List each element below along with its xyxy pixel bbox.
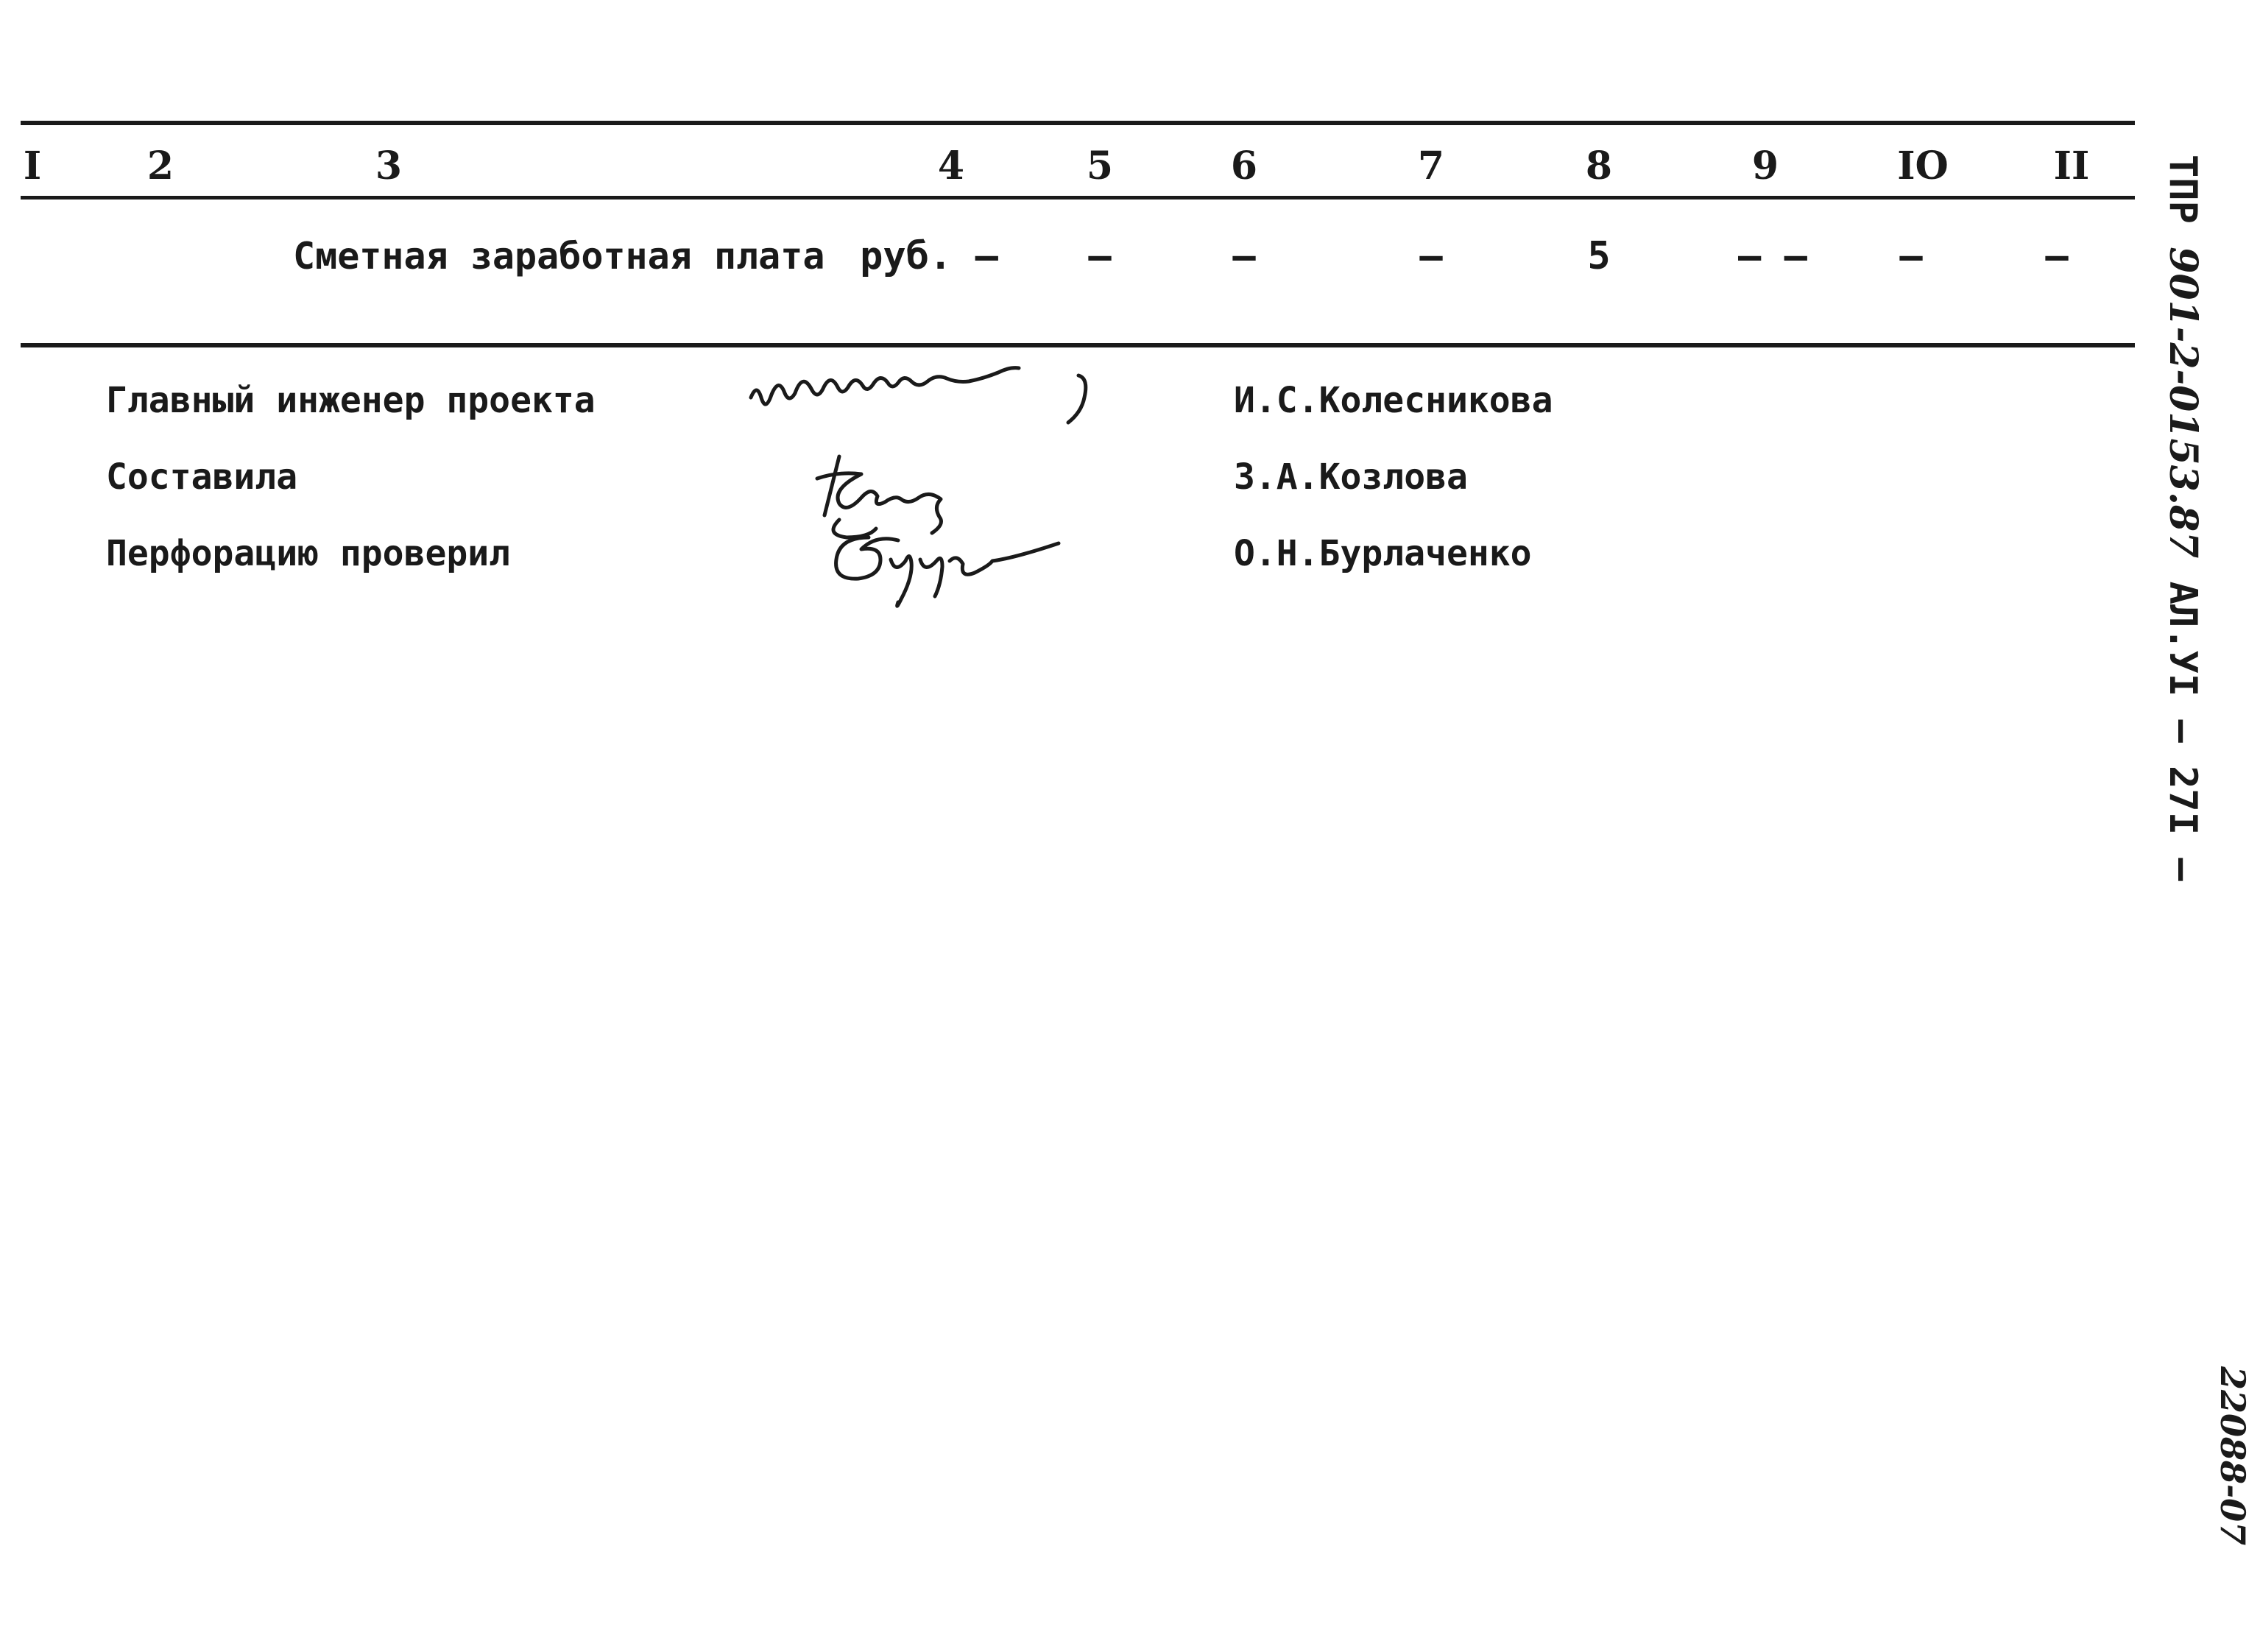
cell-col-9: – – [1738,234,1807,278]
column-header-9: 9 [1751,144,1779,188]
margin-code-prefix: ТПР [2161,155,2205,247]
margin-page-number: – 27I – [2161,696,2205,881]
cell-col-11: – [2045,234,2069,278]
cell-col-10: – [1899,234,1923,278]
handwritten-signature-chief-engineer [744,361,1112,427]
cell-col-8: 5 [1587,234,1611,278]
cell-col-6: – [1232,234,1256,278]
cell-unit: руб. – [860,234,998,278]
column-header-3: 3 [375,144,403,188]
signature-name-chief-engineer: И.С.Колесникова [1234,380,1553,421]
signature-name-compiler: З.А.Козлова [1234,456,1468,498]
column-header-4: 4 [937,144,965,188]
margin-album: АЛ.УI [2161,558,2205,697]
column-header-7: 7 [1417,144,1445,188]
top-rule [21,121,2135,125]
column-header-10: IO [1897,144,1949,188]
margin-inventory-number: 22088-07 [2213,1366,2253,1546]
column-header-5: 5 [1086,144,1114,188]
column-header-8: 8 [1585,144,1613,188]
column-header-6: 6 [1230,144,1258,188]
signature-name-checker: О.Н.Бурлаченко [1234,533,1532,574]
signature-role-checker: Перфорацию проверил [106,533,511,574]
column-header-1: I [23,144,42,188]
column-header-2: 2 [146,144,174,188]
signature-role-compiler: Составила [106,456,298,498]
row-label: Сметная заработная плата [293,235,825,278]
signature-role-chief-engineer: Главный инженер проекта [106,380,596,421]
cell-col-7: – [1419,234,1443,278]
column-header-11: II [2053,144,2090,188]
header-rule [21,196,2135,200]
margin-project-code [2161,155,2205,881]
table-bottom-rule [21,343,2135,347]
margin-code-number: 901-2-0153.87 [2161,247,2206,559]
handwritten-signature-checker [824,523,1067,611]
cell-col-5: – [1088,234,1112,278]
